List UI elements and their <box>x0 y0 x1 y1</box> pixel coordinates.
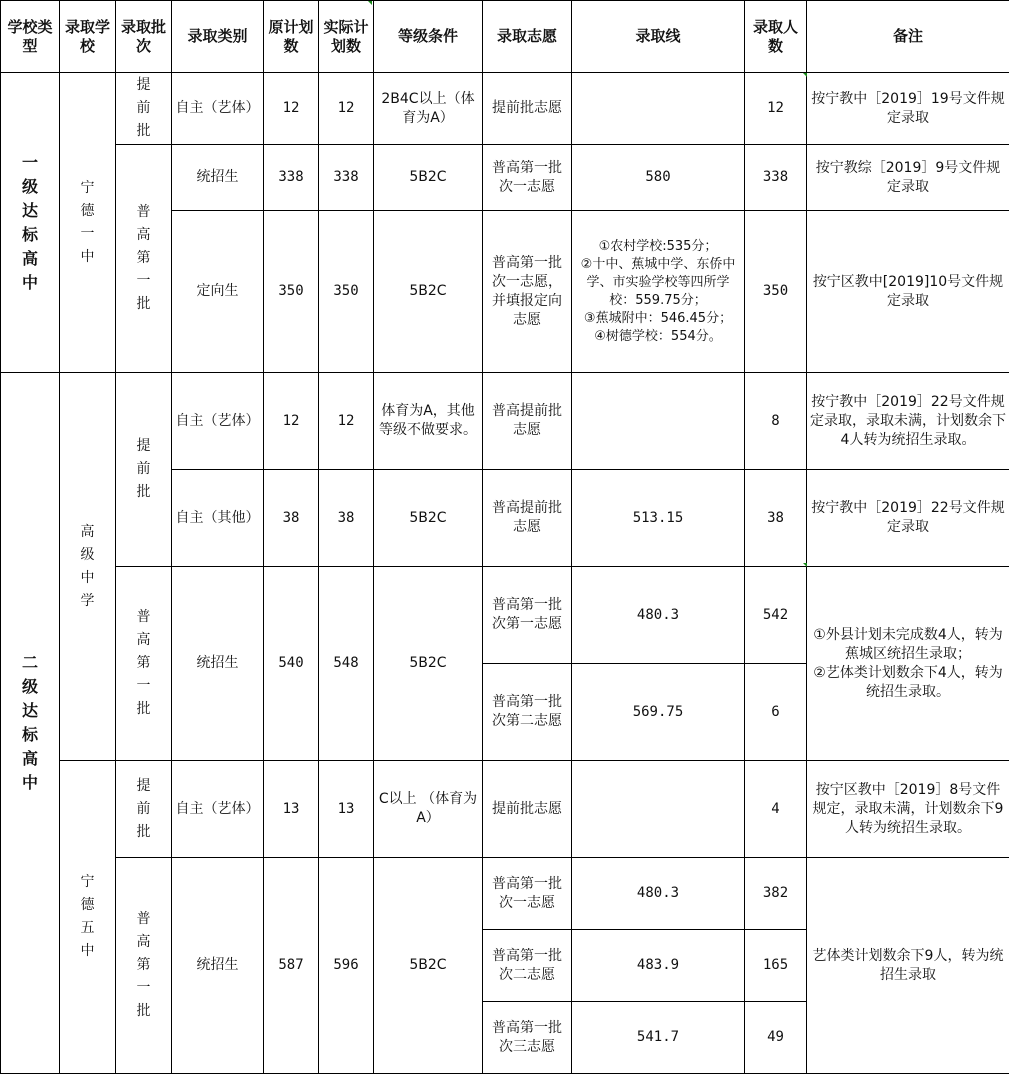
remark-cell: 按宁区教中[2019]10号文件规定录取 <box>807 211 1009 373</box>
batch-cell <box>116 145 172 373</box>
table-row <box>1 761 1009 858</box>
batch-cell <box>116 858 172 1074</box>
orig-plan-cell: 338 <box>264 145 319 211</box>
header-school-type: 学校类型 <box>1 1 60 73</box>
cutoff-cell: 480.3 <box>572 567 745 664</box>
school-label: 宁德一中 <box>79 177 96 269</box>
remark-cell: 按宁教中［2019］19号文件规定录取 <box>807 73 1009 145</box>
header-grade-condition: 等级条件 <box>374 1 483 73</box>
school-label: 宁德五中 <box>79 871 96 963</box>
category-cell: 统招生 <box>172 567 264 761</box>
remark-cell: 按宁教综［2019］9号文件规定录取 <box>807 145 1009 211</box>
remark-cell: 艺体类计划数余下9人，转为统招生录取 <box>807 858 1009 1074</box>
batch-label: 普高第一批 <box>135 201 152 316</box>
school-cell <box>60 373 116 761</box>
remark-cell <box>807 567 1009 761</box>
cutoff-cell <box>572 73 745 145</box>
school-type-cell <box>1 73 60 373</box>
grade-condition-cell: 5B2C <box>374 567 483 761</box>
category-cell: 自主（艺体） <box>172 373 264 470</box>
actual-plan-cell: 548 <box>319 567 374 761</box>
admitted-cell: 49 <box>745 1002 807 1074</box>
preference-cell: 普高提前批志愿 <box>483 373 572 470</box>
school-label: 高级中学 <box>79 521 96 613</box>
orig-plan-cell: 540 <box>264 567 319 761</box>
remark-line: ②艺体类计划数余下4人，转为统招生录取。 <box>810 664 1006 702</box>
batch-label: 普高第一批 <box>135 606 152 721</box>
actual-plan-cell: 350 <box>319 211 374 373</box>
preference-cell: 普高第一批次二志愿 <box>483 930 572 1002</box>
school-type-cell <box>1 373 60 1074</box>
admitted-cell: 6 <box>745 664 807 761</box>
admitted-cell: 8 <box>745 373 807 470</box>
admitted-cell: 4 <box>745 761 807 858</box>
actual-plan-cell: 596 <box>319 858 374 1074</box>
header-school: 录取学校 <box>60 1 116 73</box>
orig-plan-cell: 587 <box>264 858 319 1074</box>
table-row <box>1 73 1009 145</box>
header-batch: 录取批次 <box>116 1 172 73</box>
header-admitted: 录取人数 <box>745 1 807 73</box>
admitted-cell: 350 <box>745 211 807 373</box>
grade-condition-cell: 5B2C <box>374 470 483 567</box>
cutoff-cell: 480.3 <box>572 858 745 930</box>
cutoff-line: ③蕉城附中：546.45分； <box>575 310 741 328</box>
cutoff-line: ②十中、蕉城中学、东侨中学、市实验学校等四所学校：559.75分； <box>575 256 741 310</box>
header-category: 录取类别 <box>172 1 264 73</box>
orig-plan-cell: 12 <box>264 373 319 470</box>
school-cell <box>60 761 116 1074</box>
actual-plan-cell: 12 <box>319 73 374 145</box>
batch-label: 普高第一批 <box>135 908 152 1023</box>
batch-cell <box>116 73 172 145</box>
header-row <box>1 1 1009 73</box>
batch-label: 提前批 <box>135 74 152 143</box>
grade-condition-cell: 5B2C <box>374 145 483 211</box>
cutoff-cell <box>572 373 745 470</box>
category-cell: 自主（艺体） <box>172 761 264 858</box>
admitted-cell: 12 <box>745 73 807 145</box>
preference-cell: 普高提前批志愿 <box>483 470 572 567</box>
actual-plan-cell: 13 <box>319 761 374 858</box>
preference-cell: 普高第一批次一志愿 <box>483 145 572 211</box>
header-remark: 备注 <box>807 1 1009 73</box>
preference-cell: 提前批志愿 <box>483 73 572 145</box>
orig-plan-cell: 12 <box>264 73 319 145</box>
batch-cell <box>116 373 172 567</box>
actual-plan-cell: 338 <box>319 145 374 211</box>
comment-marker-icon <box>803 73 807 77</box>
comment-marker-icon <box>368 1 372 5</box>
admitted-cell: 542 <box>745 567 807 664</box>
cutoff-cell: 569.75 <box>572 664 745 761</box>
grade-condition-cell: 5B2C <box>374 211 483 373</box>
grade-condition-cell: 体育为A，其他等级不做要求。 <box>374 373 483 470</box>
actual-plan-cell: 12 <box>319 373 374 470</box>
category-cell: 定向生 <box>172 211 264 373</box>
actual-plan-cell: 38 <box>319 470 374 567</box>
table-row <box>1 567 1009 664</box>
header-orig-plan: 原计划数 <box>264 1 319 73</box>
batch-label: 提前批 <box>135 435 152 504</box>
comment-marker-icon <box>803 563 807 567</box>
school-cell <box>60 73 116 373</box>
cutoff-cell: 580 <box>572 145 745 211</box>
cutoff-cell <box>572 761 745 858</box>
header-preference: 录取志愿 <box>483 1 572 73</box>
admitted-cell: 165 <box>745 930 807 1002</box>
header-actual-plan: 实际计划数 <box>319 1 374 73</box>
preference-cell: 普高第一批次第二志愿 <box>483 664 572 761</box>
table-row <box>1 373 1009 470</box>
batch-label: 提前批 <box>135 775 152 844</box>
orig-plan-cell: 350 <box>264 211 319 373</box>
school-type-label: 一级达标高中 <box>20 151 39 295</box>
cutoff-line: ④树德学校：554分。 <box>575 328 741 346</box>
grade-condition-cell: C以上 （体育为A） <box>374 761 483 858</box>
cutoff-cell: 483.9 <box>572 930 745 1002</box>
grade-condition-cell: 5B2C <box>374 858 483 1074</box>
grade-condition-cell: 2B4C以上（体育为A） <box>374 73 483 145</box>
preference-cell: 提前批志愿 <box>483 761 572 858</box>
category-cell: 自主（其他） <box>172 470 264 567</box>
remark-cell: 按宁区教中［2019］8号文件规定，录取未满，计划数余下9人转为统招生录取。 <box>807 761 1009 858</box>
cutoff-cell: 513.15 <box>572 470 745 567</box>
preference-cell: 普高第一批次一志愿 <box>483 858 572 930</box>
table-row <box>1 145 1009 211</box>
category-cell: 统招生 <box>172 858 264 1074</box>
cutoff-line: ①农村学校:535分； <box>575 238 741 256</box>
orig-plan-cell: 13 <box>264 761 319 858</box>
cutoff-cell: 541.7 <box>572 1002 745 1074</box>
header-cutoff: 录取线 <box>572 1 745 73</box>
preference-cell: 普高第一批次第一志愿 <box>483 567 572 664</box>
category-cell: 自主（艺体） <box>172 73 264 145</box>
batch-cell <box>116 567 172 761</box>
preference-cell: 普高第一批次三志愿 <box>483 1002 572 1074</box>
category-cell: 统招生 <box>172 145 264 211</box>
batch-cell <box>116 761 172 858</box>
orig-plan-cell: 38 <box>264 470 319 567</box>
school-type-label: 二级达标高中 <box>20 651 39 795</box>
admitted-cell: 338 <box>745 145 807 211</box>
cutoff-cell <box>572 211 745 373</box>
preference-cell: 普高第一批次一志愿，并填报定向志愿 <box>483 211 572 373</box>
admitted-cell: 38 <box>745 470 807 567</box>
table-row <box>1 858 1009 930</box>
admitted-cell: 382 <box>745 858 807 930</box>
remark-line: ①外县计划未完成数4人，转为蕉城区统招生录取； <box>810 626 1006 664</box>
remark-cell: 按宁教中［2019］22号文件规定录取 <box>807 470 1009 567</box>
remark-cell: 按宁教中［2019］22号文件规定录取，录取未满，计划数余下4人转为统招生录取。 <box>807 373 1009 470</box>
